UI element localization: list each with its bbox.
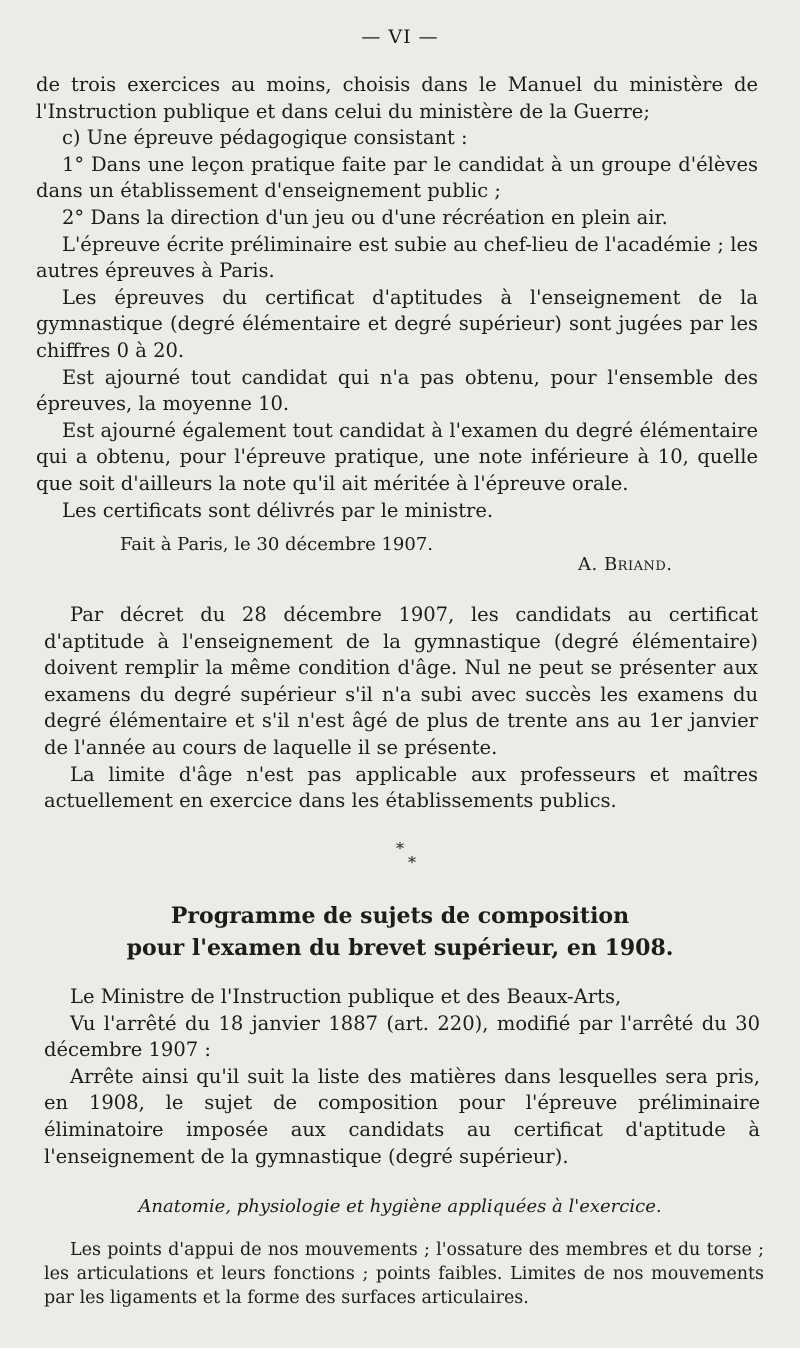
paragraph-continuation: de trois exercices au moins, choisis dans le Manuel du ministère de l'Instruction publique et dans celui du ministère de la Guerre; [36,73,758,123]
asterisk-2: * [408,853,416,872]
section-title-line-2: pour l'examen du brevet supérieur, en 1908. [126,935,674,961]
paragraph-1: 1° Dans une leçon pratique faite par le candidat à un groupe d'élèves dans un établissement d'enseignement public ; [36,152,758,203]
paragraph-adjourned: Est ajourné tout candidat qui n'a pas obtenu, pour l'ensemble des épreuves, la moyenne 10. [36,365,758,416]
paragraph-decree: Par décret du 28 décembre 1907, les candidats au certificat d'aptitude à l'enseignement de la gymnastique (degré élémentaire) doivent remplir la même condition d'âge. Nul ne peut se présenter aux examens du degré supérieur s'il n'a subi avec succès les examens du degré élémentaire et s'il n'est âgé de plus de trente ans au 1er janvier de l'année au cours de laquelle il se présente. [44,603,758,759]
paragraph-anatomy: Les points d'appui de nos mouvements ; l'ossature des membres et du torse ; les articulations et leurs fonctions ; points faibles. Limites de nos mouvements par les ligaments et la forme des surfaces articulaires. [44,1240,764,1308]
small-text-anatomy [44,1238,764,1310]
paragraph-c: c) Une épreuve pédagogique consistant : [62,126,468,150]
signature-date: Fait à Paris, le 30 décembre 1907. [120,534,434,555]
paragraph-arrete-ref: Vu l'arrêté du 18 janvier 1887 (art. 220), modifié par l'arrêté du 30 décembre 1907 : [44,1011,760,1062]
paragraph-grading: Les épreuves du certificat d'aptitudes à l'enseignement de la gymnastique (degré élémentaire et degré supérieur) sont jugées par les chiffres 0 à 20. [36,285,758,362]
paragraph-certificates: Les certificats sont délivrés par le ministre. [62,498,494,522]
paragraph-adjourned-also: Est ajourné également tout candidat à l'examen du degré élémentaire qui a obtenu, pour l'épreuve pratique, une note inférieure à 10, quelle que soit d'ailleurs la note qu'il ait méritée à l'épreuve orale. [36,418,758,495]
section-title-line-1: Programme de sujets de composition [170,903,630,929]
paragraph-2: 2° Dans la direction d'un jeu ou d'une récréation en plein air. [62,205,668,229]
paragraph-age-limit: La limite d'âge n'est pas applicable aux professeurs et maîtres actuellement en exercice dans les établissements publics. [44,762,758,813]
separator-asterisks [380,839,416,872]
section-2-text [44,602,758,815]
subheading-anatomy: Anatomie, physiologie et hygiène appliquées à l'exercice. [138,1196,662,1217]
paragraph-written-test: L'épreuve écrite préliminaire est subie au chef-lieu de l'académie ; les autres épreuves à Paris. [36,232,758,283]
paragraph-arrete: Arrête ainsi qu'il suit la liste des matières dans lesquelles sera pris, en 1908, le sujet de composition pour l'épreuve préliminaire éliminatoire imposée aux candidats au certificat d'aptitude à l'enseignement de la gymnastique (degré supérieur). [44,1064,760,1168]
asterisk-1: * [396,839,404,858]
signature-name-text: A. Briand. [578,554,673,575]
section-3-text [44,984,760,1170]
page-number: — VI — [361,26,439,48]
section-1-text [36,72,758,524]
paragraph-minister: Le Ministre de l'Instruction publique et des Beaux-Arts, [70,985,622,1008]
signature-name [578,554,673,575]
